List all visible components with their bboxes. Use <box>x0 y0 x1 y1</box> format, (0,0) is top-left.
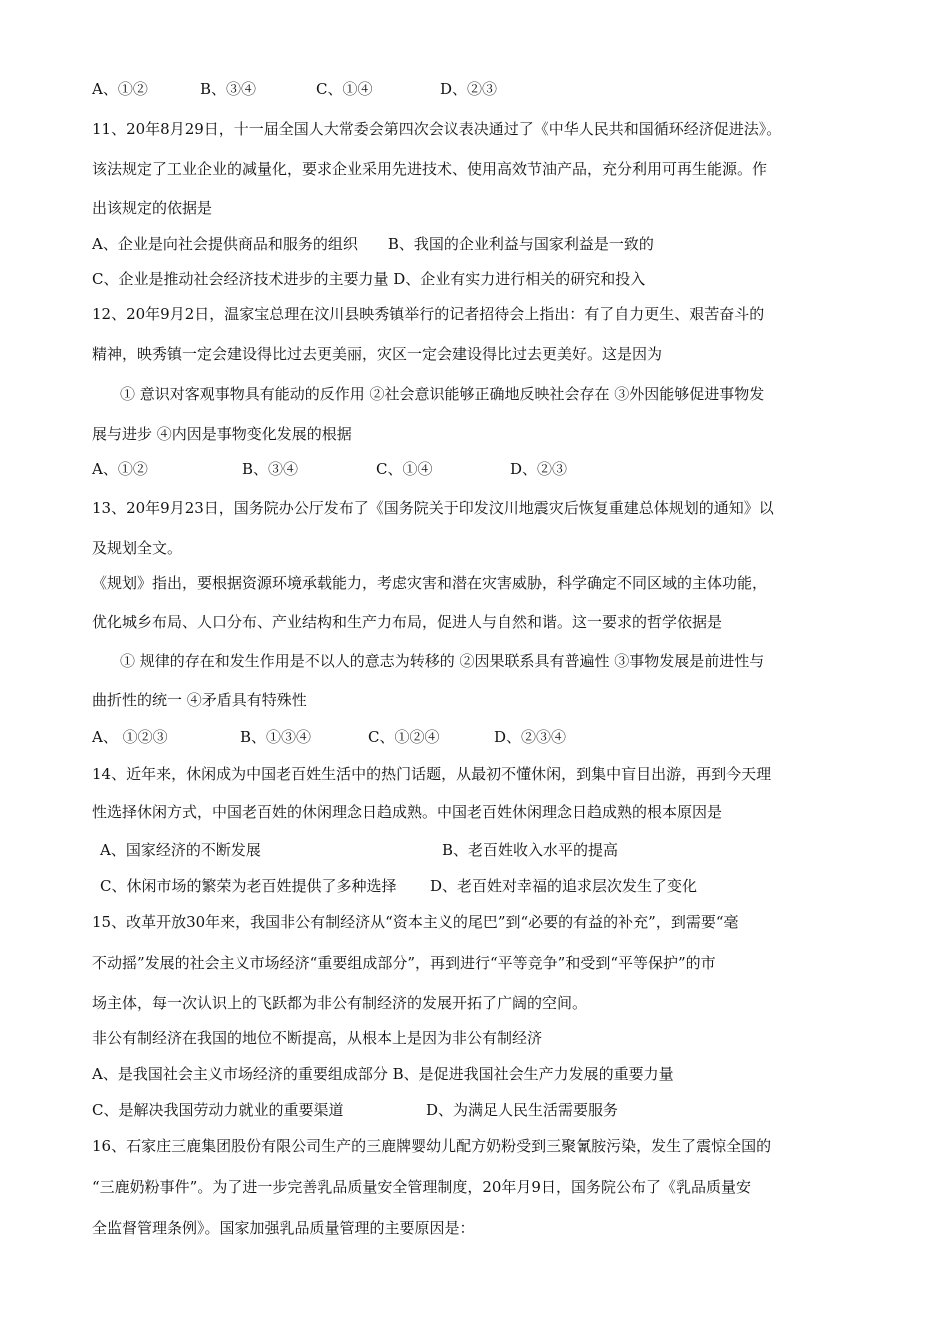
q15-stem-line-2: 不动摇”发展的社会主义市场经济“重要组成部分”，再到进行“平等竞争”和受到“平等保护”的市 <box>92 954 716 972</box>
q14-option-b[interactable]: B、老百姓收入水平的提高 <box>442 841 619 859</box>
q13-statements-line-1: ① 规律的存在和发生作用是不以人的意志为转移的 ②因果联系具有普遍性 ③事物发展是前进性与 <box>120 652 765 670</box>
q11-stem-line-1: 11、20年8月29日，十一届全国人大常委会第四次会议表决通过了《中华人民共和国循环经济促进法》。 <box>92 120 782 138</box>
q13-stem-line-2: 及规划全文。 <box>92 539 183 557</box>
q12-option-b[interactable]: B、③④ <box>242 460 299 478</box>
q10-option-c[interactable]: C、①④ <box>316 80 373 98</box>
q12-option-a[interactable]: A、①② <box>92 460 148 478</box>
q14-option-d[interactable]: D、老百姓对幸福的追求层次发生了变化 <box>430 877 698 895</box>
q14-option-a[interactable]: A、国家经济的不断发展 <box>100 841 261 859</box>
q13-option-b[interactable]: B、①③④ <box>240 728 312 746</box>
q12-option-d[interactable]: D、②③ <box>510 460 568 478</box>
q11-stem-line-3: 出该规定的依据是 <box>92 199 213 217</box>
q12-statements-line-1: ① 意识对客观事物具有能动的反作用 ②社会意识能够正确地反映社会存在 ③外因能够促进事物发 <box>120 385 765 403</box>
q15-options-ab[interactable]: A、是我国社会主义市场经济的重要组成部分 B、是促进我国社会生产力发展的重要力量 <box>92 1065 674 1083</box>
q16-stem-line-1: 16、石家庄三鹿集团股份有限公司生产的三鹿牌婴幼儿配方奶粉受到三聚氰胺污染，发生了震惊全国的 <box>92 1137 772 1155</box>
q15-option-d[interactable]: D、为满足人民生活需要服务 <box>426 1101 619 1119</box>
q10-option-d[interactable]: D、②③ <box>440 80 498 98</box>
q15-option-c[interactable]: C、是解决我国劳动力就业的重要渠道 <box>92 1101 344 1119</box>
q10-option-b[interactable]: B、③④ <box>200 80 257 98</box>
q16-stem-line-2: “三鹿奶粉事件”。为了进一步完善乳品质量安全管理制度，20年月9日，国务院公布了《乳品质量安 <box>92 1178 751 1196</box>
q10-option-a[interactable]: A、①② <box>92 80 148 98</box>
q13-option-c[interactable]: C、①②④ <box>368 728 440 746</box>
q11-options-cd[interactable]: C、企业是推动社会经济技术进步的主要力量 D、企业有实力进行相关的研究和投入 <box>92 270 646 288</box>
q13-option-d[interactable]: D、②③④ <box>494 728 567 746</box>
q13-stem-line-4: 优化城乡布局、人口分布、产业结构和生产力布局，促进人与自然和谐。这一要求的哲学依据是 <box>92 613 723 631</box>
q13-stem-line-1: 13、20年9月23日，国务院办公厅发布了《国务院关于印发汶川地震灾后恢复重建总体规划的通知》以 <box>92 499 774 517</box>
q13-stem-line-3: 《规划》指出，要根据资源环境承载能力，考虑灾害和潜在灾害威胁，科学确定不同区域的主体功能， <box>92 574 768 592</box>
q15-stem-line-4: 非公有制经济在我国的地位不断提高，从根本上是因为非公有制经济 <box>92 1029 543 1047</box>
q13-option-a[interactable]: A、 ①②③ <box>92 728 168 746</box>
q11-options-ab[interactable]: A、企业是向社会提供商品和服务的组织 B、我国的企业利益与国家利益是一致的 <box>92 235 654 253</box>
q16-stem-line-3: 全监督管理条例》。国家加强乳品质量管理的主要原因是： <box>92 1219 475 1237</box>
q14-option-c[interactable]: C、休闲市场的繁荣为老百姓提供了多种选择 <box>100 877 397 895</box>
q11-stem-line-2: 该法规定了工业企业的减量化，要求企业采用先进技术、使用高效节油产品，充分利用可再生能源。作 <box>92 160 768 178</box>
q12-stem-line-1: 12、20年9月2日，温家宝总理在汶川县映秀镇举行的记者招待会上指出：有了自力更生、艰苦奋斗的 <box>92 305 765 323</box>
q13-statements-line-2: 曲折性的统一 ④矛盾具有特殊性 <box>92 691 307 709</box>
q12-statements-line-2: 展与进步 ④内因是事物变化发展的根据 <box>92 425 352 443</box>
q15-stem-line-1: 15、改革开放30年来，我国非公有制经济从“资本主义的尾巴”到“必要的有益的补充”，到需要“毫 <box>92 913 739 931</box>
q12-option-c[interactable]: C、①④ <box>376 460 433 478</box>
q15-stem-line-3: 场主体，每一次认识上的飞跃都为非公有制经济的发展开拓了广阔的空间。 <box>92 994 588 1012</box>
q14-stem-line-2: 性选择休闲方式，中国老百姓的休闲理念日趋成熟。中国老百姓休闲理念日趋成熟的根本原因是 <box>92 803 723 821</box>
q12-stem-line-2: 精神，映秀镇一定会建设得比过去更美丽，灾区一定会建设得比过去更美好。这是因为 <box>92 345 663 363</box>
q14-stem-line-1: 14、近年来，休闲成为中国老百姓生活中的热门话题，从最初不懂休闲，到集中盲目出游，再到今天理 <box>92 765 772 783</box>
